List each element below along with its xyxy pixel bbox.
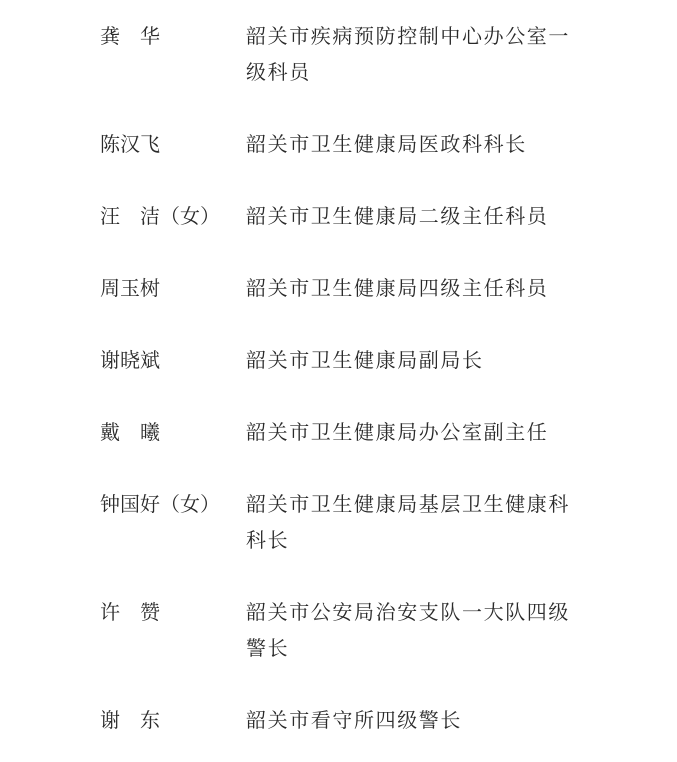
- person-name: 谢 东: [100, 708, 160, 732]
- person-title: 韶关市卫生健康局二级主任科员: [246, 204, 549, 228]
- person-title: 韶关市看守所四级警长: [246, 708, 462, 732]
- person-title: 韶关市疾病预防控制中心办公室一级科员: [246, 24, 570, 84]
- person-title: 韶关市卫生健康局四级主任科员: [246, 276, 549, 300]
- person-title: 韶关市卫生健康局医政科科长: [246, 132, 527, 156]
- person-title: 韶关市公安局治安支队一大队四级警长: [246, 600, 570, 660]
- person-title: 韶关市卫生健康局办公室副主任: [246, 420, 549, 444]
- person-title: 韶关市卫生健康局基层卫生健康科科长: [246, 492, 570, 552]
- person-name: 谢晓斌: [100, 348, 160, 372]
- person-name: 许 赞: [100, 600, 160, 624]
- person-name: 龚 华: [100, 24, 160, 48]
- person-name: 陈汉飞: [100, 132, 160, 156]
- person-title: 韶关市卫生健康局副局长: [246, 348, 484, 372]
- person-name: 钟国好（女）: [100, 492, 220, 516]
- person-name: 戴 曦: [100, 420, 160, 444]
- person-name: 汪 洁（女）: [100, 204, 220, 228]
- person-name: 周玉树: [100, 276, 160, 300]
